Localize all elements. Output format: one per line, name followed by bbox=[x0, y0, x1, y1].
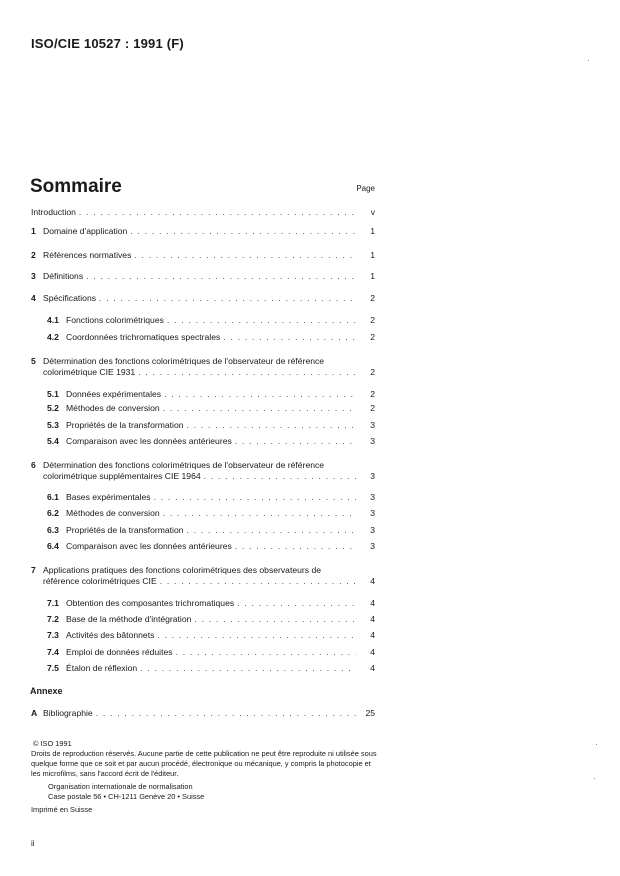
toc-entry-number: 7.2 bbox=[47, 614, 59, 624]
toc-entry[interactable] bbox=[47, 614, 375, 624]
annex-heading: Annexe bbox=[30, 686, 63, 696]
toc-entry-page: 1 bbox=[370, 250, 375, 260]
scan-speck bbox=[596, 744, 597, 745]
publisher-address: Case postale 56 • CH-1211 Genève 20 • Suisse bbox=[48, 792, 205, 801]
publisher-org: Organisation internationale de normalisation bbox=[48, 782, 193, 791]
toc-entry-title: Étalon de réflexion bbox=[66, 663, 138, 673]
toc-entry-number: 6.2 bbox=[47, 508, 59, 518]
toc-entry-page: 4 bbox=[370, 663, 375, 673]
toc-leader-dots bbox=[235, 541, 356, 551]
toc-entry[interactable] bbox=[43, 367, 375, 377]
toc-entry-number: A bbox=[31, 708, 38, 718]
toc-entry[interactable] bbox=[31, 207, 375, 217]
toc-entry-page: 3 bbox=[370, 508, 375, 518]
toc-entry[interactable] bbox=[43, 471, 375, 481]
toc-entry-page: 2 bbox=[370, 315, 375, 325]
toc-entry-number: 5.4 bbox=[47, 436, 59, 446]
toc-entry-title: Coordonnées trichromatiques spectrales bbox=[66, 332, 221, 342]
toc-entry[interactable] bbox=[47, 630, 375, 640]
toc-entry-number: 1 bbox=[31, 226, 36, 236]
toc-leader-dots bbox=[223, 332, 356, 342]
toc-leader-dots bbox=[79, 207, 356, 217]
toc-entry[interactable] bbox=[31, 250, 375, 260]
toc-entry-page: 2 bbox=[370, 403, 375, 413]
toc-entry-page: 3 bbox=[370, 492, 375, 502]
toc-entry-page: 4 bbox=[370, 614, 375, 624]
toc-entry-page: v bbox=[370, 207, 375, 217]
toc-leader-dots bbox=[167, 315, 356, 325]
toc-entry-number: 2 bbox=[31, 250, 36, 260]
toc-entry-title: Introduction bbox=[31, 207, 76, 217]
toc-entry-page: 1 bbox=[370, 271, 375, 281]
toc-leader-dots bbox=[140, 663, 356, 673]
toc-entry-number: 5.3 bbox=[47, 420, 59, 430]
toc-entry-page: 4 bbox=[370, 598, 375, 608]
toc-entry-title: Obtention des composantes trichromatiques bbox=[66, 598, 235, 608]
toc-leader-dots bbox=[130, 226, 356, 236]
toc-leader-dots bbox=[176, 647, 356, 657]
toc-entry-title: Propriétés de la transformation bbox=[66, 420, 184, 430]
toc-leader-dots bbox=[160, 576, 356, 586]
toc-entry-number: 7 bbox=[31, 565, 36, 575]
toc-entry[interactable] bbox=[47, 332, 375, 342]
toc-entry-title: Références normatives bbox=[43, 250, 132, 260]
toc-entry[interactable] bbox=[47, 420, 375, 430]
toc-entry[interactable] bbox=[47, 647, 375, 657]
scan-speck bbox=[594, 778, 595, 779]
copyright-notice: © ISO 1991 bbox=[33, 739, 72, 748]
toc-entry-title: Activités des bâtonnets bbox=[66, 630, 155, 640]
toc-entry-page: 3 bbox=[370, 436, 375, 446]
toc-entry-title: Propriétés de la transformation bbox=[66, 525, 184, 535]
toc-entry[interactable] bbox=[31, 708, 375, 718]
toc-entry[interactable] bbox=[31, 271, 375, 281]
toc-entry-page: 2 bbox=[370, 389, 375, 399]
scan-speck bbox=[588, 60, 589, 61]
toc-leader-dots bbox=[163, 403, 356, 413]
toc-entry[interactable] bbox=[47, 389, 375, 399]
toc-title: Sommaire bbox=[30, 176, 122, 197]
toc-entry-title: Domaine d'application bbox=[43, 226, 128, 236]
toc-entry-title: Données expérimentales bbox=[66, 389, 162, 399]
toc-entry-page: 4 bbox=[370, 647, 375, 657]
toc-leader-dots bbox=[237, 598, 356, 608]
toc-entry-number: 6.1 bbox=[47, 492, 59, 502]
toc-leader-dots bbox=[235, 436, 356, 446]
toc-entry[interactable] bbox=[47, 492, 375, 502]
toc-entry-number: 6.3 bbox=[47, 525, 59, 535]
toc-entry-page: 3 bbox=[370, 525, 375, 535]
toc-entry[interactable] bbox=[47, 541, 375, 551]
toc-entry[interactable] bbox=[47, 436, 375, 446]
toc-entry-page: 3 bbox=[370, 420, 375, 430]
toc-entry-title: Bibliographie bbox=[43, 708, 93, 718]
toc-entry-title: référence colorimétriques CIE bbox=[43, 576, 157, 586]
toc-entry[interactable] bbox=[43, 576, 375, 586]
toc-entry[interactable] bbox=[47, 663, 375, 673]
toc-entry-title: Spécifications bbox=[43, 293, 97, 303]
toc-leader-dots bbox=[187, 420, 356, 430]
toc-entry-number: 7.5 bbox=[47, 663, 59, 673]
toc-entry-title: Comparaison avec les données antérieures bbox=[66, 436, 232, 446]
toc-leader-dots bbox=[164, 389, 356, 399]
printed-in: Imprimé en Suisse bbox=[31, 805, 93, 814]
toc-entry[interactable] bbox=[31, 226, 375, 236]
toc-page-column-label: Page bbox=[356, 184, 375, 193]
toc-leader-dots bbox=[154, 492, 356, 502]
toc-entry-title: colorimétrique supplémentaires CIE 1964 bbox=[43, 471, 201, 481]
toc-leader-dots bbox=[163, 508, 356, 518]
toc-entry-number: 7.1 bbox=[47, 598, 59, 608]
toc-entry-number: 7.3 bbox=[47, 630, 59, 640]
toc-entry-title-line: Détermination des fonctions colorimétriques de l'observateur de référence bbox=[43, 356, 325, 366]
toc-entry-number: 4 bbox=[31, 293, 36, 303]
toc-leader-dots bbox=[138, 367, 356, 377]
toc-entry[interactable] bbox=[47, 598, 375, 608]
toc-leader-dots bbox=[86, 271, 356, 281]
toc-entry-number: 5.2 bbox=[47, 403, 59, 413]
toc-leader-dots bbox=[96, 708, 356, 718]
toc-entry-page: 2 bbox=[370, 293, 375, 303]
toc-entry-title: Comparaison avec les données antérieures bbox=[66, 541, 232, 551]
document-reference: ISO/CIE 10527 : 1991 (F) bbox=[31, 36, 184, 51]
toc-entry-page: 2 bbox=[370, 367, 375, 377]
toc-entry-number: 4.1 bbox=[47, 315, 59, 325]
toc-entry-title: Base de la méthode d'intégration bbox=[66, 614, 192, 624]
toc-entry-title-line: Applications pratiques des fonctions colorimétriques des observateurs de bbox=[43, 565, 322, 575]
toc-entry-title: Méthodes de conversion bbox=[66, 403, 160, 413]
toc-leader-dots bbox=[99, 293, 356, 303]
toc-entry-number: 6 bbox=[31, 460, 36, 470]
toc-entry-title: Bases expérimentales bbox=[66, 492, 151, 502]
toc-entry[interactable] bbox=[31, 293, 375, 303]
toc-leader-dots bbox=[194, 614, 356, 624]
toc-entry-number: 4.2 bbox=[47, 332, 59, 342]
toc-entry-page: 4 bbox=[370, 630, 375, 640]
toc-entry[interactable] bbox=[47, 403, 375, 413]
toc-entry-page: 2 bbox=[370, 332, 375, 342]
toc-leader-dots bbox=[157, 630, 356, 640]
toc-entry-title: Méthodes de conversion bbox=[66, 508, 160, 518]
toc-entry-title: Emploi de données réduites bbox=[66, 647, 173, 657]
copyright-block bbox=[31, 739, 381, 815]
toc-entry[interactable] bbox=[47, 525, 375, 535]
toc-entry[interactable] bbox=[47, 508, 375, 518]
toc-entry-number: 5 bbox=[31, 356, 36, 366]
toc-entry[interactable] bbox=[47, 315, 375, 325]
toc-entry-page: 25 bbox=[365, 708, 375, 718]
toc-entry-page: 3 bbox=[370, 541, 375, 551]
toc-entry-number: 7.4 bbox=[47, 647, 59, 657]
page-number: ii bbox=[31, 839, 35, 848]
toc-entry-page: 3 bbox=[370, 471, 375, 481]
toc-entry-title: Définitions bbox=[43, 271, 84, 281]
toc-entry-title-line: Détermination des fonctions colorimétriques de l'observateur de référence bbox=[43, 460, 325, 470]
toc-entry-number: 6.4 bbox=[47, 541, 59, 551]
toc-entry-number: 3 bbox=[31, 271, 36, 281]
copyright-rights: Droits de reproduction réservés. Aucune partie de cette publication ne peut être reproduite ni utilisée sous quelque forme que ce soit et par aucun procédé, électronique ou mécanique, y compris la photocopie et les microfilms, sans l'accord écrit de l'éditeur. bbox=[31, 749, 377, 778]
toc-entry-page: 4 bbox=[370, 576, 375, 586]
toc-entry-title: Fonctions colorimétriques bbox=[66, 315, 164, 325]
toc-leader-dots bbox=[187, 525, 356, 535]
toc-entry-number: 5.1 bbox=[47, 389, 59, 399]
toc-leader-dots bbox=[134, 250, 356, 260]
toc-leader-dots bbox=[204, 471, 356, 481]
toc-entry-title: colorimétrique CIE 1931 bbox=[43, 367, 136, 377]
toc-entry-page: 1 bbox=[370, 226, 375, 236]
